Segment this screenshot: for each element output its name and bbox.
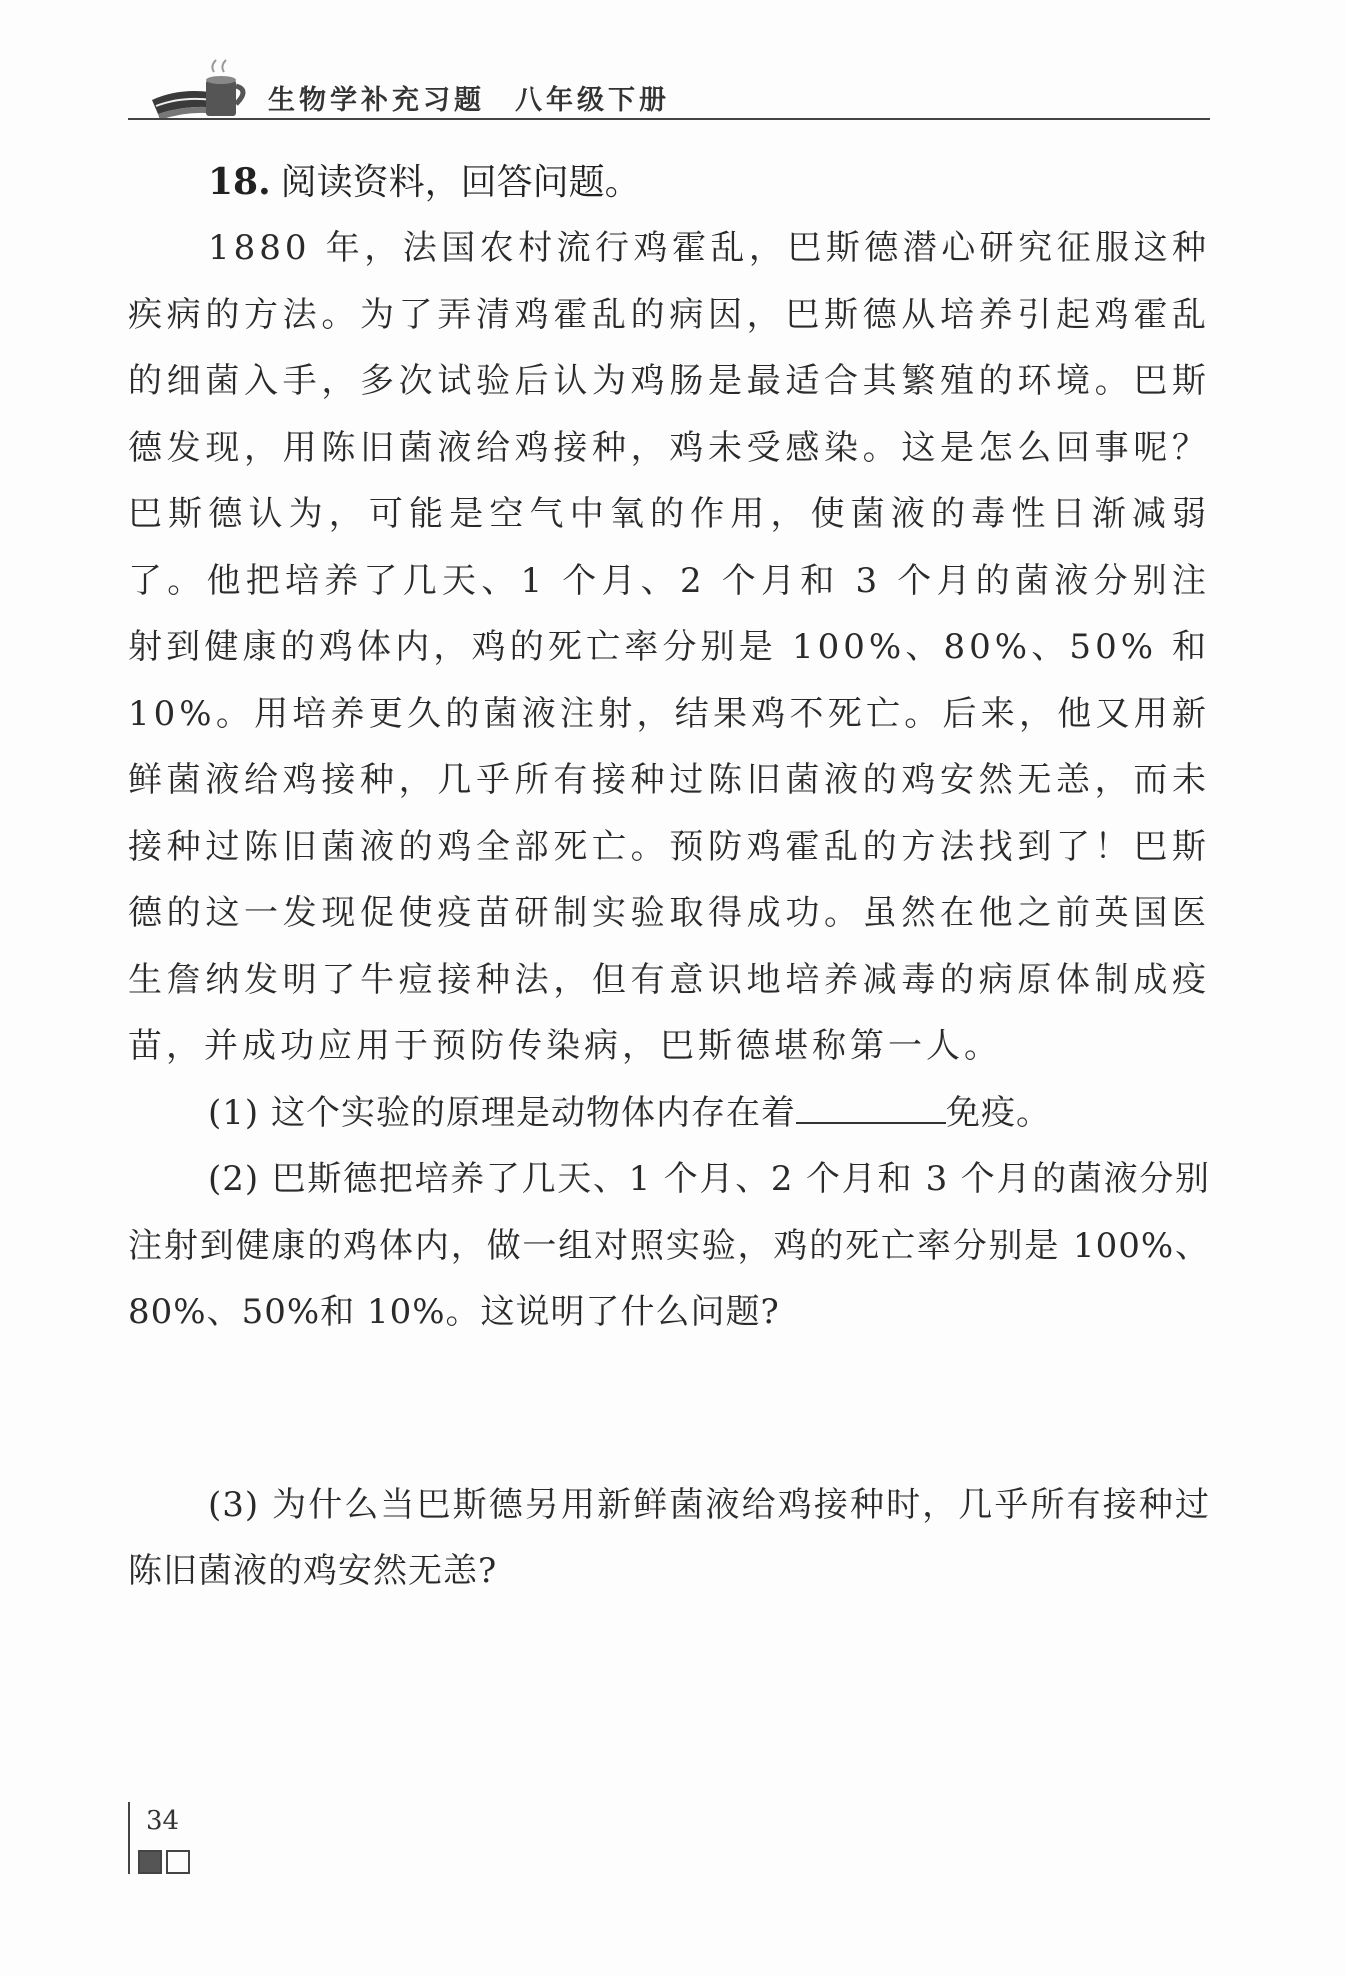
reading-passage: 1880 年，法国农村流行鸡霍乱，巴斯德潜心研究征服这种疾病的方法。为了弄清鸡霍乱的病因，巴斯德从培养引起鸡霍乱的细菌入手，多次试验后认为鸡肠是最适合其繁殖的环境。巴斯德发现，用陈旧菌液给鸡接种，鸡未受感染。这是怎么回事呢？巴斯德认为，可能是空气中氧的作用，使菌液的毒性日渐减弱了。他把培养了几天、1 个月、2 个月和 3 个月的菌液分别注射到健康的鸡体内，鸡的死亡率分别是 100%、80%、50% 和 10%。用培养更久的菌液注射，结果鸡不死亡。后来，他又用新鲜菌液给鸡接种，几乎所有接种过陈旧菌液的鸡安然无恙，而未接种过陈旧菌液的鸡全部死亡。预防鸡霍乱的方法找到了！巴斯德的这一发现促使疫苗研制实验取得成功。虽然在他之前英国医生詹纳发明了牛痘接种法，但有意识地培养减毒的病原体制成疫苗，并成功应用于预防传染病，巴斯德堪称第一人。: [128, 228, 1210, 1066]
question-heading: [208, 150, 1210, 215]
filled-square-icon: [138, 1850, 162, 1874]
header-divider: [128, 118, 1210, 120]
question-number: 18.: [208, 161, 271, 203]
footer-marks: [138, 1850, 194, 1874]
header-title: [268, 78, 670, 117]
sub-question-3: (3) 为什么当巴斯德另用新鲜菌液给鸡接种时，几乎所有接种过陈旧菌液的鸡安然无恙?: [128, 1484, 1210, 1591]
book-title: 生物学补充习题: [268, 85, 485, 116]
sub-question-1-text: (1) 这个实验的原理是动物体内存在着: [208, 1092, 796, 1133]
grade-label: 八年级下册: [515, 85, 670, 116]
question-prompt: 阅读资料，回答问题。: [280, 162, 641, 203]
question-content: [128, 150, 1210, 1605]
empty-square-icon: [166, 1850, 190, 1874]
sub-question-1: [128, 1080, 1210, 1147]
sub-question-1-suffix: 免疫。: [945, 1092, 1051, 1133]
answer-blank[interactable]: [796, 1088, 946, 1124]
sub-question-2: (2) 巴斯德把培养了几天、1 个月、2 个月和 3 个月的菌液分别注射到健康的鸡体内，做一组对照实验，鸡的死亡率分别是 100%、80%、50%和 10%。这说明了什么问题?: [128, 1159, 1210, 1332]
page-header: [128, 40, 1208, 120]
page-number: 34: [146, 1806, 180, 1836]
footer-divider: [128, 1802, 130, 1874]
